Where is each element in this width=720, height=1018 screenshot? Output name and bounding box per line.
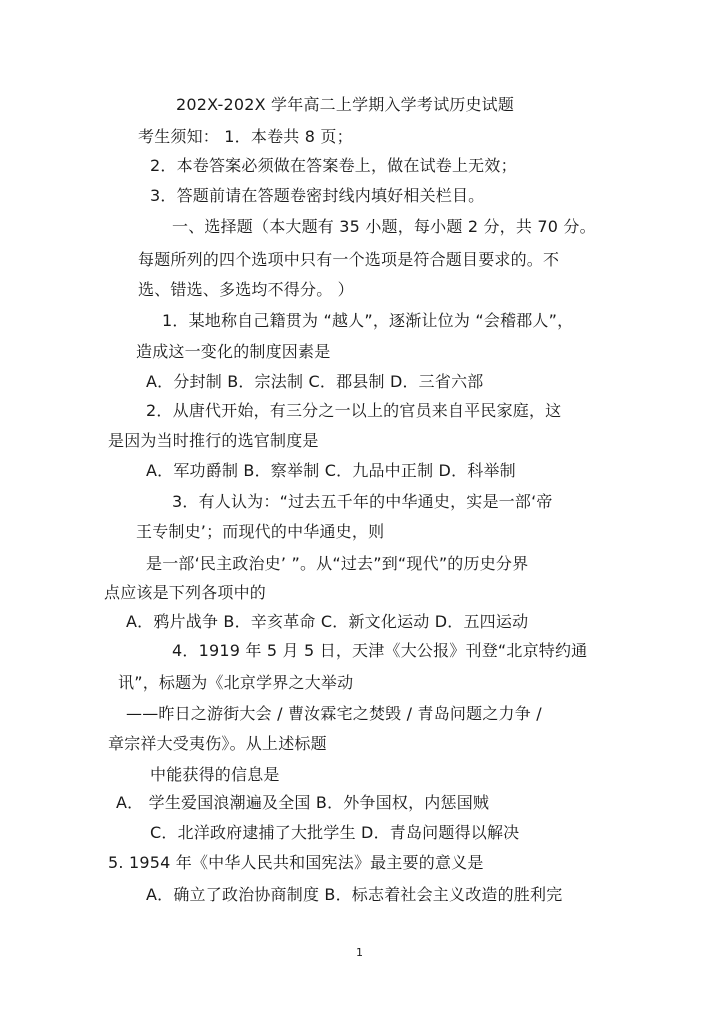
- section-intro-line-2: 每题所列的四个选项中只有一个选项是符合题目要求的。不: [138, 250, 560, 269]
- question-4-option-ab: A． 学生爱国浪潮遍及全国 B．外争国权，内惩国贼: [116, 793, 490, 812]
- question-2-options: A．军功爵制 B．察举制 C．九品中正制 D．科举制: [146, 461, 516, 480]
- question-1-line-1: 1．某地称自己籍贯为 “越人”，逐渐让位为 “会稽郡人”，: [162, 311, 574, 330]
- section-intro-line-3: 选、错选、多选均不得分。 ）: [138, 280, 354, 299]
- question-3-line-3: 是一部‘民主政治史’ ”。从“过去”到“现代”的历史分界: [146, 554, 529, 573]
- question-1-options: A．分封制 B．宗法制 C．郡县制 D．三省六部: [146, 372, 484, 391]
- notice-line-1: 考生须知： 1．本卷共 8 页；: [138, 127, 353, 146]
- question-3-line-2: 王专制史’；而现代的中华通史，则: [136, 522, 385, 541]
- question-4-line-1: 4．1919 年 5 月 5 日，天津《大公报》刊登“北京特约通: [172, 641, 588, 660]
- notice-line-2: 2．本卷答案必须做在答案卷上，做在试卷上无效；: [150, 156, 517, 175]
- question-5-options: A．确立了政治协商制度 B．标志着社会主义改造的胜利完: [146, 885, 563, 904]
- question-2-line-1: 2．从唐代开始，有三分之一以上的官员来自平民家庭，这: [146, 401, 562, 420]
- question-4-line-4: 章宗祥大受夷伤》。从上述标题: [108, 734, 327, 753]
- section-intro-line-1: 一、选择题（本大题有 35 小题，每小题 2 分，共 70 分。: [172, 217, 596, 236]
- notice-line-3: 3．答题前请在答题卷密封线内填好相关栏目。: [150, 186, 485, 205]
- question-2-line-2: 是因为当时推行的选官制度是: [108, 431, 319, 450]
- question-5-line-1: 5. 1954 年《中华人民共和国宪法》最主要的意义是: [108, 853, 484, 872]
- page-number: 1: [356, 946, 364, 959]
- question-3-line-1: 3．有人认为：“过去五千年的中华通史，实是一部‘帝: [172, 492, 553, 511]
- question-4-line-2: 讯”，标题为《北京学界之大举动: [118, 673, 354, 692]
- question-3-options: A．鸦片战争 B．辛亥革命 C．新文化运动 D．五四运动: [126, 612, 529, 631]
- question-1-line-2: 造成这一变化的制度因素是: [136, 342, 331, 361]
- question-4-option-cd: C．北洋政府逮捕了大批学生 D．青岛问题得以解决: [150, 823, 520, 842]
- question-3-line-4: 点应该是下列各项中的: [104, 583, 267, 602]
- question-4-line-5: 中能获得的信息是: [150, 765, 280, 784]
- question-4-line-3: ——昨日之游街大会 / 曹汝霖宅之焚毁 / 青岛问题之力争 /: [126, 704, 542, 723]
- exam-title: 202X-202X 学年高二上学期入学考试历史试题: [176, 95, 515, 114]
